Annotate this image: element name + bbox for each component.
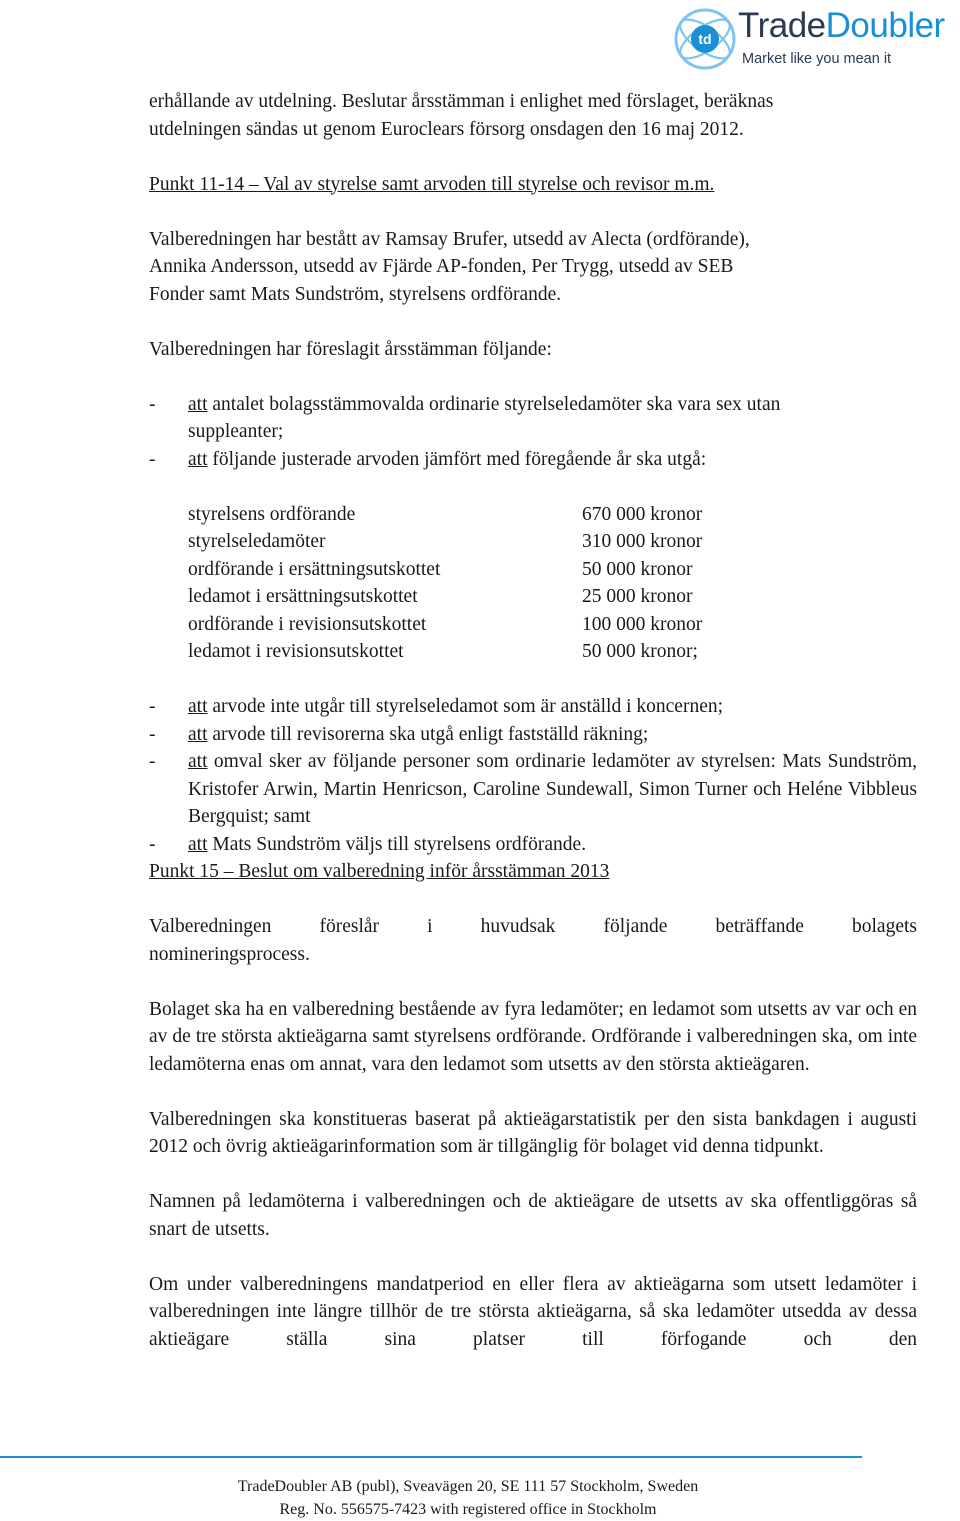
logo-tagline: Market like you mean it bbox=[742, 51, 892, 67]
dash-marker: - bbox=[149, 751, 156, 772]
logo-badge-text: td bbox=[698, 31, 712, 47]
fee-role: styrelseledamöter bbox=[188, 531, 326, 552]
att-label: att bbox=[188, 393, 208, 415]
list-item: - att följande justerade arvoden jämfört med föregående år ska utgå: bbox=[149, 446, 917, 474]
dash-marker: - bbox=[149, 696, 156, 717]
dash-marker: - bbox=[149, 448, 156, 470]
intro-line: utdelningen sändas ut genom Euroclears försorg onsdagen den 16 maj 2012. bbox=[149, 118, 744, 140]
fee-role: styrelsens ordförande bbox=[188, 503, 356, 525]
document-body bbox=[149, 88, 917, 1353]
dash-marker: - bbox=[149, 393, 156, 415]
att-label: att bbox=[188, 833, 208, 855]
fee-amount: 50 000 kronor bbox=[582, 558, 693, 580]
fee-amount: 100 000 kronor bbox=[582, 613, 703, 635]
proposal-list-a bbox=[149, 391, 917, 474]
footer-divider bbox=[0, 1456, 862, 1458]
paragraph-line: Fonder samt Mats Sundström, styrelsens ordförande. bbox=[149, 283, 562, 305]
fee-role: ordförande i ersättningsutskottet bbox=[188, 558, 441, 580]
constitution-paragraph: Valberedningen ska konstitueras baserat på aktieägarstatistik per den sista bankdagen i augusti 2012 och övrig aktieägarinformation som är tillgänglig för bolaget vid denna tidpunkt. bbox=[149, 1108, 917, 1157]
fee-amount: 310 000 kronor bbox=[582, 531, 703, 552]
proposal-intro: Valberedningen har föreslagit årsstämman följande: bbox=[149, 338, 552, 360]
list-item: - att arvode inte utgår till styrelseledamot som är anställd i koncernen; bbox=[149, 693, 917, 721]
mandate-paragraph: Om under valberedningens mandatperiod en eller flera av aktieägarna som utsett ledamöter i valberedningen inte längre tillhör de tre största aktieägarna, så ska ledamöter utsedda av dessa aktieägare ställa sina platser till förfogande och den bbox=[149, 1273, 917, 1350]
announcement-paragraph: Namnen på ledamöterna i valberedningen och de aktieägare de utsetts av ska offentliggöras så snart de utsetts. bbox=[149, 1191, 917, 1240]
dash-marker: - bbox=[149, 723, 156, 745]
fee-amount: 50 000 kronor; bbox=[582, 641, 698, 662]
logo-wordmark: TradeDoubler bbox=[738, 6, 945, 45]
fee-role: ledamot i revisionsutskottet bbox=[188, 641, 404, 662]
intro-paragraph bbox=[149, 88, 917, 143]
paragraph-line: Annika Andersson, utsedd av Fjärde AP-fonden, Per Trygg, utsedd av SEB bbox=[149, 256, 734, 277]
footer-address: TradeDoubler AB (publ), Sveavägen 20, SE 111 57 Stockholm, Sweden bbox=[237, 1478, 699, 1495]
list-item: - att Mats Sundström väljs till styrelsens ordförande. bbox=[149, 831, 917, 859]
att-label: att bbox=[188, 723, 208, 745]
att-label: att bbox=[188, 696, 208, 717]
intro-line: erhållande av utdelning. Beslutar årsstämman i enlighet med förslaget, beräknas bbox=[149, 91, 774, 112]
logo-badge-icon bbox=[672, 6, 738, 72]
fee-role: ordförande i revisionsutskottet bbox=[188, 613, 427, 635]
nomination-committee-paragraph bbox=[149, 226, 917, 309]
nomination-process-paragraph bbox=[149, 913, 917, 968]
fee-amount: 670 000 kronor bbox=[582, 503, 703, 525]
footer-registration: Reg. No. 556575-7423 with registered office in Stockholm bbox=[279, 1501, 657, 1518]
fees-table bbox=[188, 501, 917, 666]
list-item: - att antalet bolagsstämmovalda ordinarie styrelseledamöter ska vara sex utan suppleanter; bbox=[149, 391, 917, 446]
dash-marker: - bbox=[149, 833, 156, 855]
section-heading-15: Punkt 15 – Beslut om valberedning inför årsstämman 2013 bbox=[149, 861, 610, 882]
list-item: - att arvode till revisorerna ska utgå enligt fastställd räkning; bbox=[149, 721, 917, 749]
paragraph-line: nomineringsprocess. bbox=[149, 943, 310, 965]
paragraph-line: Valberedningen har bestått av Ramsay Brufer, utsedd av Alecta (ordförande), bbox=[149, 228, 750, 250]
paragraph-line: Valberedningen föreslår i huvudsak följande beträffande bolagets bbox=[149, 916, 917, 937]
att-label: att bbox=[188, 751, 208, 772]
att-label: att bbox=[188, 448, 208, 470]
proposal-list-b bbox=[149, 693, 917, 858]
fee-amount: 25 000 kronor bbox=[582, 586, 693, 607]
committee-composition-paragraph: Bolaget ska ha en valberedning bestående av fyra ledamöter; en ledamot som utsetts av var och en av de tre största aktieägarna samt styrelsens ordförande. Ordförande i valberedningen ska, om inte ledamöterna enas om annat, vara den ledamot som utsetts av den största aktieägaren. bbox=[149, 998, 917, 1075]
list-item: - att omval sker av följande personer som ordinarie ledamöter av styrelsen: Mats Sundström, Kristofer Arwin, Martin Henricson, Caroline Sundewall, Simon Turner och Heléne Vibbleus Bergquist; samt bbox=[149, 748, 917, 831]
fee-role: ledamot i ersättningsutskottet bbox=[188, 586, 418, 607]
section-heading-11-14: Punkt 11-14 – Val av styrelse samt arvoden till styrelse och revisor m.m. bbox=[149, 173, 715, 195]
tradedoubler-logo bbox=[672, 6, 960, 72]
page-footer bbox=[0, 1475, 936, 1521]
